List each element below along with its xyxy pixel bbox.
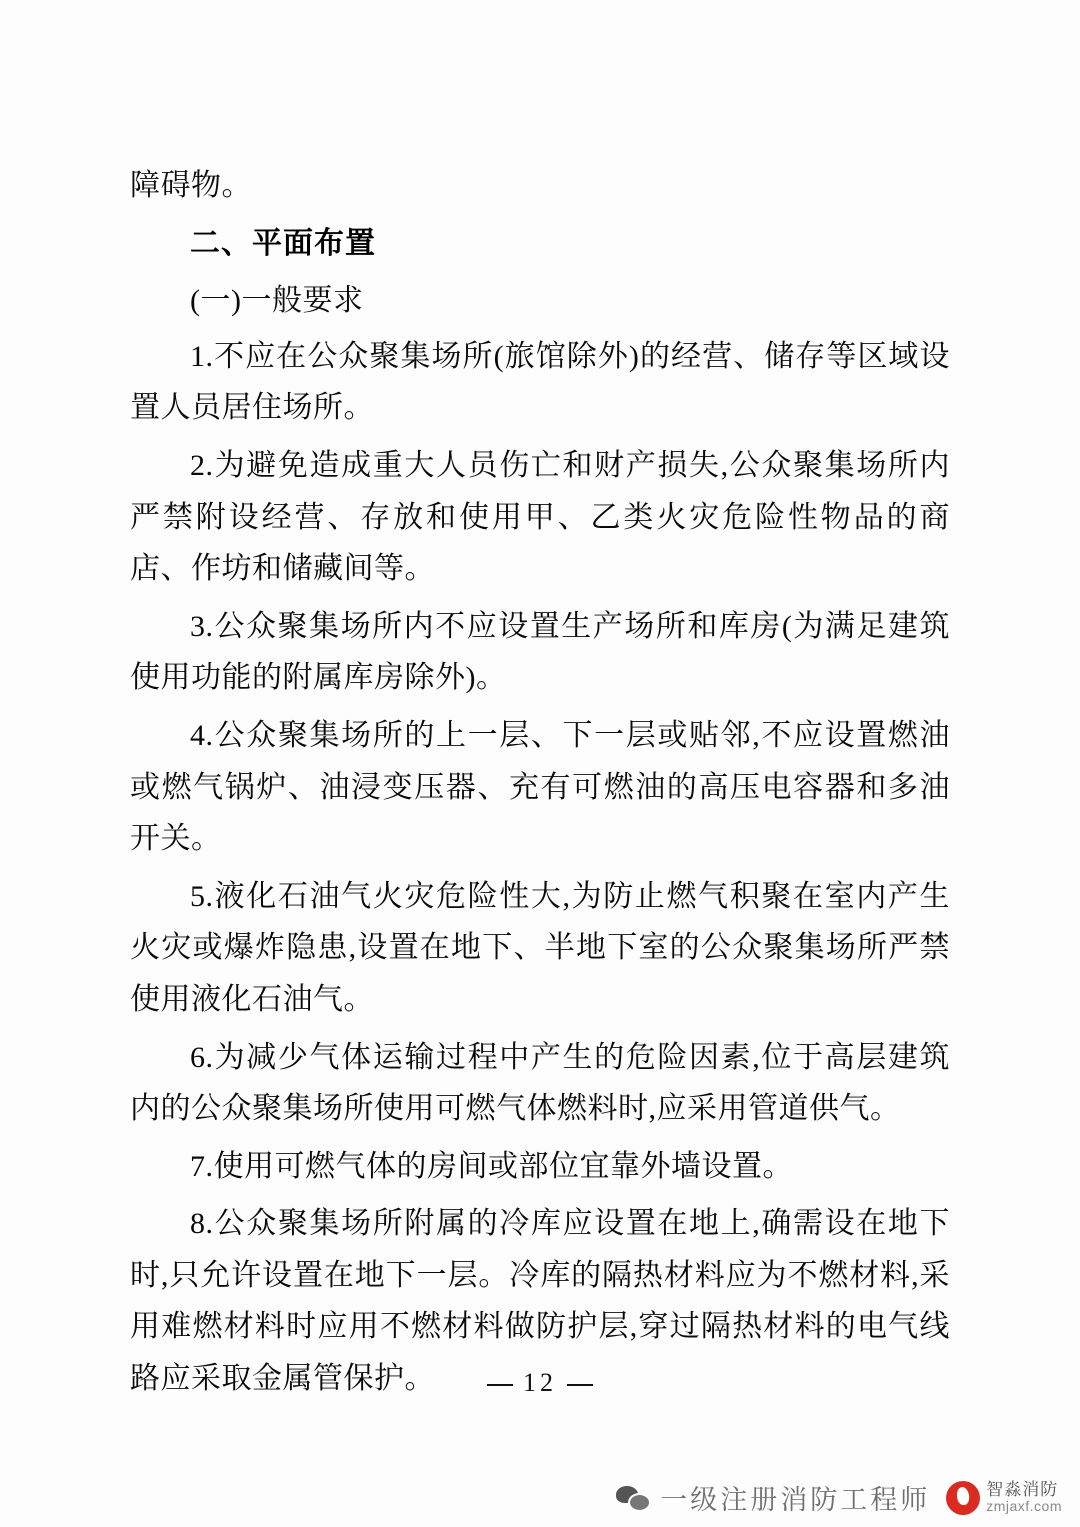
brand-logo (946, 1481, 1062, 1515)
brand-name-en: zmjaxf.com (986, 1498, 1062, 1515)
body-paragraph-2: 2.为避免造成重大人员伤亡和财产损失,公众聚集场所内严禁附设经营、存放和使用甲、乙类火灾危险性物品的商店、作坊和储藏间等。 (130, 448, 950, 586)
footer-dash-left (487, 1384, 513, 1386)
page-footer (0, 1368, 1080, 1398)
body-paragraph-5: 5.液化石油气火灾危险性大,为防止燃气积聚在室内产生火灾或爆炸隐患,设置在地下、半地下室的公众聚集场所严禁使用液化石油气。 (130, 879, 950, 1016)
body-paragraph-3: 3.公众聚集场所内不应设置生产场所和库房(为满足建筑使用功能的附属库房除外)。 (130, 609, 950, 695)
body-paragraph-7: 7.使用可燃气体的房间或部位宜靠外墙设置。 (190, 1149, 793, 1183)
section-heading: 二、平面布置 (190, 226, 376, 260)
footer-dash-right (567, 1384, 593, 1386)
brand-name-cn: 智淼消防 (986, 1480, 1059, 1500)
body-paragraph-4: 4.公众聚集场所的上一层、下一层或贴邻,不应设置燃油或燃气锅炉、油浸变压器、充有可燃油的高压电容器和多油开关。 (130, 718, 950, 856)
watermark-account-name: 一级注册消防工程师 (660, 1485, 931, 1515)
wechat-icon (616, 1484, 650, 1512)
body-paragraph-1: 1.不应在公众聚集场所(旅馆除外)的经营、储存等区域设置人员居住场所。 (130, 339, 950, 425)
continued-paragraph: 障碍物。 (130, 169, 252, 202)
body-paragraph-8: 8.公众聚集场所附属的冷库应设置在地上,确需设在地下时,只允许设置在地下一层。冷库的隔热材料应为不燃材料,采用难燃材料时应用不燃材料做防护层,穿过隔热材料的电气线路应采取金属管保护。 (130, 1207, 950, 1396)
document-body (130, 160, 950, 1411)
subsection-heading: (一)一般要求 (190, 284, 364, 318)
flame-icon (946, 1481, 980, 1515)
page-number: 12 (523, 1368, 557, 1397)
watermark (616, 1478, 1062, 1517)
body-paragraph-6: 6.为减少气体运输过程中产生的危险因素,位于高层建筑内的公众聚集场所使用可燃气体燃料时,应采用管道供气。 (130, 1040, 950, 1126)
